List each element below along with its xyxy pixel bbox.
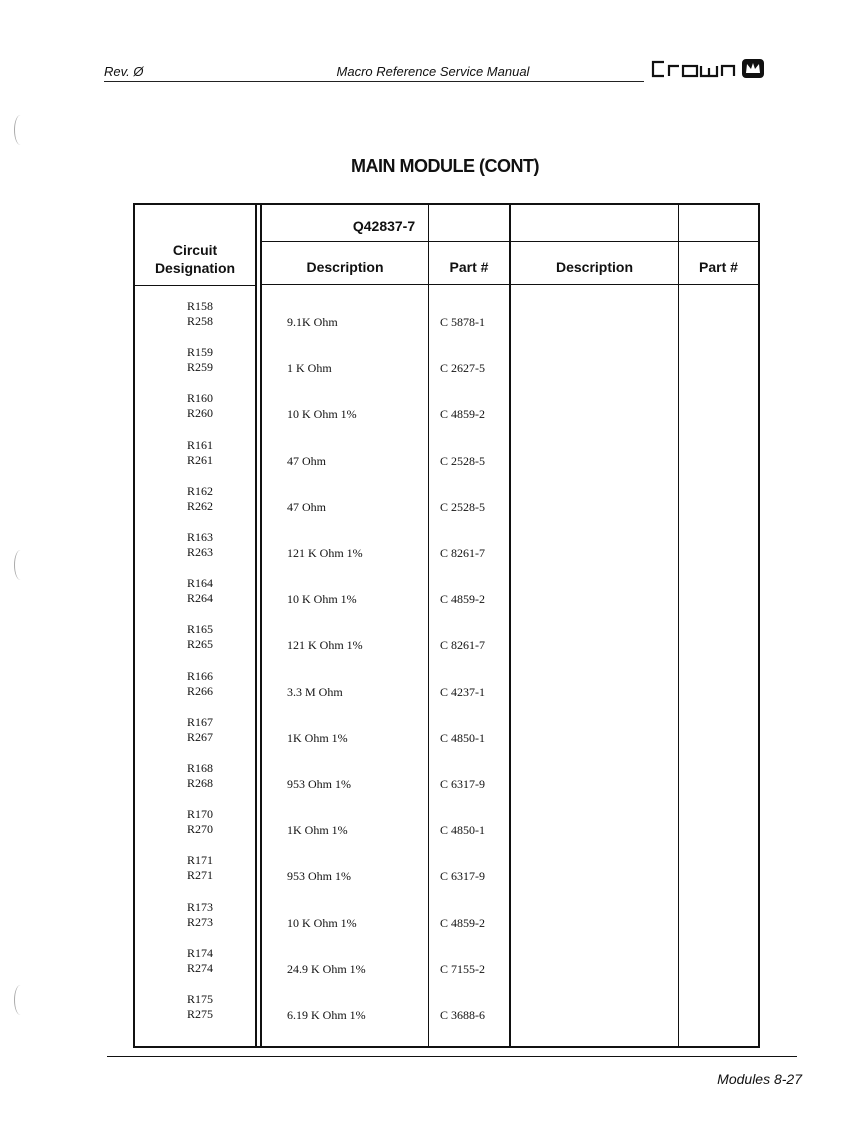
circuit-designation: R174 R274 bbox=[187, 945, 214, 975]
part-number: C 4850-1 bbox=[440, 730, 485, 745]
table-row bbox=[135, 345, 762, 391]
circuit-designation: R167 R267 bbox=[187, 714, 214, 744]
circuit-designation: R173 R273 bbox=[187, 899, 214, 929]
part-number: C 4237-1 bbox=[440, 684, 485, 699]
table-row bbox=[135, 853, 762, 899]
description-header: Description bbox=[306, 259, 384, 275]
table-row bbox=[135, 761, 762, 807]
part-description: 1K Ohm 1% bbox=[287, 730, 348, 745]
part-description: 10 K Ohm 1% bbox=[287, 915, 357, 930]
part-description: 3.3 M Ohm bbox=[287, 684, 343, 699]
crown-logo bbox=[650, 56, 800, 82]
part-number: C 3688-6 bbox=[440, 1008, 485, 1022]
table-row bbox=[135, 715, 762, 761]
page-title: MAIN MODULE (CONT) bbox=[351, 156, 539, 176]
circuit-designation: R161 R261 bbox=[187, 437, 214, 467]
part-description: 10 K Ohm 1% bbox=[287, 592, 357, 607]
model-number-header: Q42837-7 bbox=[352, 218, 416, 234]
table-row bbox=[135, 576, 762, 622]
circuit-designation: R171 R271 bbox=[187, 853, 214, 883]
part-description: 10 K Ohm 1% bbox=[287, 407, 357, 422]
part-description: 121 K Ohm 1% bbox=[287, 546, 363, 560]
part-description: 1K Ohm 1% bbox=[287, 823, 348, 838]
table-row bbox=[135, 530, 762, 576]
part-description: 953 Ohm 1% bbox=[287, 869, 351, 884]
part-description: 953 Ohm 1% bbox=[287, 777, 351, 791]
circuit-designation: R158 R258 bbox=[187, 299, 214, 328]
table-row bbox=[135, 992, 762, 1038]
part-number-header: Part # bbox=[449, 259, 489, 275]
circuit-designation: R162 R262 bbox=[187, 483, 214, 513]
circuit-designation: R159 R259 bbox=[187, 345, 214, 375]
table-row bbox=[135, 946, 762, 992]
part-description: 24.9 K Ohm 1% bbox=[287, 961, 366, 976]
manual-title: Macro Reference Service Manual bbox=[336, 64, 530, 79]
circuit-designation: R163 R263 bbox=[187, 530, 214, 559]
part-number: C 2627-5 bbox=[440, 361, 485, 376]
circuit-designation: R160 R260 bbox=[187, 391, 214, 421]
part-number: C 4859-2 bbox=[440, 915, 485, 930]
footer-rule bbox=[107, 1056, 797, 1057]
part-number: C 7155-2 bbox=[440, 961, 485, 976]
header-rule bbox=[260, 284, 758, 285]
table-row bbox=[135, 622, 762, 668]
part-number-header-2: Part # bbox=[699, 259, 738, 275]
part-description: 1 K Ohm bbox=[287, 361, 332, 376]
parts-table bbox=[133, 203, 760, 1048]
table-row bbox=[135, 669, 762, 715]
part-description: 47 Ohm bbox=[287, 499, 326, 514]
circuit-designation-header: Circuit Designation bbox=[154, 242, 236, 276]
table-row bbox=[135, 391, 762, 437]
part-number: C 4859-2 bbox=[440, 592, 485, 607]
circuit-designation: R166 R266 bbox=[187, 668, 214, 698]
circuit-designation: R168 R268 bbox=[187, 761, 214, 790]
part-description: 47 Ohm bbox=[287, 453, 326, 468]
part-description: 9.1K Ohm bbox=[287, 315, 338, 329]
table-row bbox=[135, 900, 762, 946]
part-number: C 4850-1 bbox=[440, 823, 485, 838]
circuit-designation: R164 R264 bbox=[187, 576, 214, 606]
part-description: 6.19 K Ohm 1% bbox=[287, 1008, 366, 1022]
revision-label: Rev. Ø bbox=[104, 64, 144, 79]
part-number: C 8261-7 bbox=[440, 546, 485, 560]
part-description: 121 K Ohm 1% bbox=[287, 638, 363, 653]
table-row bbox=[135, 299, 762, 345]
page-number: Modules 8-27 bbox=[717, 1071, 802, 1087]
part-number: C 6317-9 bbox=[440, 777, 485, 791]
table-row bbox=[135, 807, 762, 853]
part-number: C 4859-2 bbox=[440, 407, 485, 422]
circuit-designation: R170 R270 bbox=[187, 807, 214, 837]
binder-hole-mark bbox=[14, 985, 27, 1015]
part-number: C 8261-7 bbox=[440, 638, 485, 653]
description-header-2: Description bbox=[555, 259, 633, 275]
part-number: C 6317-9 bbox=[440, 869, 485, 884]
table-row bbox=[135, 438, 762, 484]
header-rule bbox=[135, 285, 255, 286]
binder-hole-mark bbox=[14, 550, 27, 580]
circuit-designation: R165 R265 bbox=[187, 622, 214, 652]
binder-hole-mark bbox=[14, 115, 27, 145]
part-number: C 2528-5 bbox=[440, 499, 485, 514]
part-number: C 2528-5 bbox=[440, 453, 485, 468]
circuit-designation: R175 R275 bbox=[187, 992, 214, 1021]
header-rule bbox=[104, 81, 644, 82]
table-row bbox=[135, 484, 762, 530]
header-rule bbox=[260, 241, 758, 242]
part-number: C 5878-1 bbox=[440, 315, 485, 329]
